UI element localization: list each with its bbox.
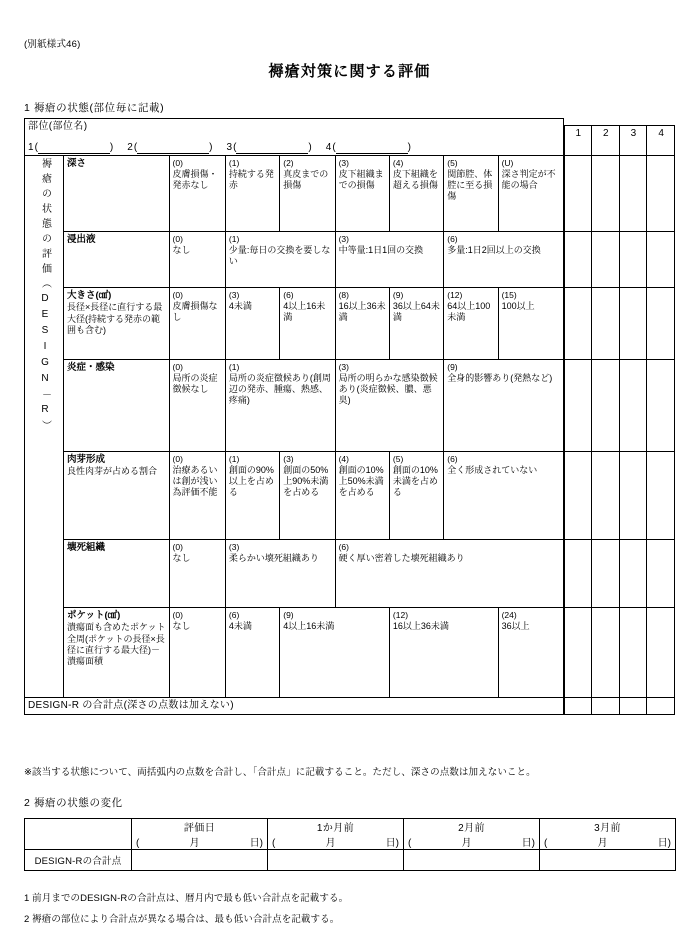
date-open-paren: ( <box>544 838 548 849</box>
column-number-4: 4 <box>647 125 675 156</box>
option-cell[interactable] <box>335 452 389 540</box>
total-entry-cell-3[interactable] <box>619 698 647 714</box>
row-granulation <box>25 452 675 540</box>
option-cell[interactable] <box>169 360 225 452</box>
total-entry-cell-1[interactable] <box>564 698 592 714</box>
score-text: 全身的影響あり(発熱など) <box>447 372 553 383</box>
score-entry-cell-2[interactable] <box>591 540 619 608</box>
close-paren: ) <box>209 142 213 154</box>
row-label-size <box>63 288 169 360</box>
score-text: 柔らかい壊死組織あり <box>228 552 319 563</box>
score-entry-cell-4[interactable] <box>647 360 675 452</box>
part-slot-1[interactable] <box>28 142 113 154</box>
design-r-vertical-label: 褥瘡の状態の評価（DESIGN－R） <box>39 158 51 436</box>
score-key: (1) <box>228 454 240 465</box>
form-code: (別紙様式46) <box>24 39 81 50</box>
score-entry-cell-4[interactable] <box>647 540 675 608</box>
score-text: 中等量:1日1回の交換 <box>338 244 424 255</box>
option-cell[interactable] <box>389 608 498 698</box>
score-text: 深さ判定が不能の場合 <box>501 168 556 190</box>
score-entry-cell-2[interactable] <box>591 232 619 288</box>
option-cell[interactable] <box>389 288 443 360</box>
score-text: なし <box>172 620 191 631</box>
score-key: (12) <box>447 290 463 301</box>
item-name: 肉芽形成 <box>66 454 105 466</box>
item-sub: 潰瘍面も含めたポケット全周(ポケットの長径×長径に直行する最大径)－潰瘍面積 <box>66 622 166 666</box>
score-key: (0) <box>172 234 183 245</box>
score-key: (0) <box>172 542 183 553</box>
option-cell[interactable] <box>335 288 389 360</box>
option-cell[interactable] <box>225 608 279 698</box>
section2-note-2: 2 褥瘡の部位により合計点が異なる場合は、最も低い合計点を記載する。 <box>24 914 340 925</box>
option-cell[interactable] <box>169 608 225 698</box>
score-entry-cell-4[interactable] <box>647 288 675 360</box>
option-cell[interactable] <box>444 232 564 288</box>
option-cell[interactable] <box>498 156 564 232</box>
row-label-exudate <box>63 232 169 288</box>
total-score-value-0[interactable] <box>132 850 268 871</box>
date-field-3[interactable] <box>540 834 676 850</box>
option-cell[interactable] <box>280 608 390 698</box>
score-key: (1) <box>228 234 240 245</box>
close-paren: ) <box>308 142 312 154</box>
score-entry-cell-1[interactable] <box>564 156 592 232</box>
score-key: (0) <box>172 158 183 169</box>
option-cell[interactable] <box>280 288 335 360</box>
section1-heading: 1 褥瘡の状態(部位毎に記載) <box>24 102 165 114</box>
score-key: (8) <box>338 290 349 301</box>
option-cell[interactable] <box>389 156 443 232</box>
row-pocket <box>25 608 675 698</box>
score-key: (4) <box>392 158 404 169</box>
section2-heading: 2 褥瘡の状態の変化 <box>24 797 123 809</box>
open-paren: ( <box>34 142 38 154</box>
score-entry-cell-4[interactable] <box>647 156 675 232</box>
option-cell[interactable] <box>444 288 498 360</box>
score-key: (3) <box>228 542 240 553</box>
total-entry-cell-4[interactable] <box>647 698 675 714</box>
total-score-value-1[interactable] <box>268 850 404 871</box>
date-field-1[interactable] <box>268 834 404 850</box>
score-key: (6) <box>283 290 294 301</box>
score-text: 少量:毎日の交換を要しない <box>228 244 331 266</box>
score-key: (6) <box>447 454 458 465</box>
score-entry-cell-4[interactable] <box>647 232 675 288</box>
score-entry-cell-1[interactable] <box>564 608 592 698</box>
score-entry-cell-3[interactable] <box>619 608 647 698</box>
date-month-label: 月 <box>461 838 472 849</box>
option-cell[interactable] <box>169 540 225 608</box>
score-key: (6) <box>338 542 349 553</box>
total-score-row <box>25 850 676 871</box>
part-slot-number: 1 <box>28 142 34 154</box>
score-key: (6) <box>228 610 240 621</box>
open-paren: ( <box>133 142 138 154</box>
row-label-granulation <box>63 452 169 540</box>
part-slot-number: 2 <box>127 142 133 154</box>
score-key: (5) <box>447 158 458 169</box>
row-label-inflammation <box>63 360 169 452</box>
section2-note-1: 1 前月までのDESIGN-Rの合計点は、暦月内で最も低い合計点を記載する。 <box>24 893 349 904</box>
option-cell[interactable] <box>169 288 225 360</box>
item-name: 深さ <box>66 158 86 170</box>
option-cell[interactable] <box>444 156 498 232</box>
score-entry-cell-2[interactable] <box>591 608 619 698</box>
date-day-label: 日) <box>385 838 399 849</box>
score-key: (U) <box>501 158 514 169</box>
change-over-time-table <box>24 818 676 871</box>
date-day-label: 日) <box>521 838 535 849</box>
part-input-4[interactable] <box>336 144 408 154</box>
score-text: 真皮までの損傷 <box>283 168 329 190</box>
score-key: (0) <box>172 290 183 301</box>
score-entry-cell-3[interactable] <box>619 360 647 452</box>
score-text: 4未満 <box>228 300 252 311</box>
score-entry-cell-3[interactable] <box>619 452 647 540</box>
score-text: 治療あるいは創が浅い為評価不能 <box>172 464 218 497</box>
score-entry-cell-3[interactable] <box>619 232 647 288</box>
date-open-paren: ( <box>272 838 276 849</box>
item-name: 大きさ(㎠) <box>66 290 112 302</box>
score-entry-cell-4[interactable] <box>647 608 675 698</box>
score-text: 多量:1日2回以上の交換 <box>447 244 541 255</box>
part-slot-2[interactable] <box>127 142 212 154</box>
column-number-3: 3 <box>619 125 647 156</box>
page-title: 褥瘡対策に関する評価 <box>268 63 431 80</box>
score-entry-cell-4[interactable] <box>647 452 675 540</box>
score-entry-cell-1[interactable] <box>564 540 592 608</box>
score-key: (0) <box>172 362 183 373</box>
score-text: 創面の50%上90%未満を占める <box>283 464 329 497</box>
option-cell[interactable] <box>335 360 444 452</box>
option-cell[interactable] <box>444 360 564 452</box>
score-text: 創面の10%上50%未満を占める <box>338 464 384 497</box>
part-block <box>25 119 564 156</box>
option-cell[interactable] <box>335 540 564 608</box>
score-text: 創面の90%以上を占める <box>228 464 274 497</box>
row-inflammation <box>25 360 675 452</box>
item-name: 浸出液 <box>66 234 96 246</box>
score-text: 硬く厚い密着した壊死組織あり <box>338 552 465 563</box>
date-month-label: 月 <box>325 838 336 849</box>
score-entry-cell-2[interactable] <box>591 288 619 360</box>
score-entry-cell-3[interactable] <box>619 540 647 608</box>
design-r-vertical-label-cell <box>25 156 64 698</box>
column-number-1: 1 <box>564 125 592 156</box>
score-key: (3) <box>338 362 349 373</box>
score-text: 16以上36未満 <box>392 620 449 631</box>
option-cell[interactable] <box>225 360 335 452</box>
score-text: 4未満 <box>228 620 252 631</box>
date-month-label: 月 <box>189 838 200 849</box>
score-key: (3) <box>283 454 294 465</box>
option-cell[interactable] <box>225 540 335 608</box>
score-text: 創面の10%未満を占める <box>392 464 438 497</box>
score-text: 36以上 <box>501 620 530 631</box>
score-entry-cell-2[interactable] <box>591 452 619 540</box>
pressure-ulcer-assessment-table <box>24 118 675 715</box>
score-text: なし <box>172 244 191 255</box>
score-key: (9) <box>283 610 294 621</box>
score-entry-cell-1[interactable] <box>564 288 592 360</box>
column-number-2: 2 <box>591 125 619 156</box>
date-month-label: 月 <box>597 838 608 849</box>
date-day-label: 日) <box>249 838 263 849</box>
score-entry-cell-2[interactable] <box>591 156 619 232</box>
score-text: 持続する発赤 <box>228 168 274 190</box>
part-slot-3[interactable] <box>227 142 312 154</box>
part-title: 部位(部位名) <box>28 121 88 132</box>
section1-footnote: ※該当する状態について、両括弧内の点数を合計し、「合計点」に記載すること。ただし、深さの点数は加えないこと。 <box>24 767 536 778</box>
score-text: 100以上 <box>501 300 535 311</box>
close-paren: ) <box>109 142 114 154</box>
part-slot-number: 4 <box>325 142 332 154</box>
period-label-2: 2月前 <box>404 819 540 835</box>
part-slot-number: 3 <box>226 142 233 154</box>
option-cell[interactable] <box>225 452 279 540</box>
score-entry-cell-1[interactable] <box>564 452 592 540</box>
row-label-pocket <box>63 608 169 698</box>
option-cell[interactable] <box>169 156 225 232</box>
row-size <box>25 288 675 360</box>
score-key: (3) <box>338 158 349 169</box>
score-text: 16以上36未満 <box>338 300 386 322</box>
row-depth <box>25 156 675 232</box>
part-header-row <box>25 119 675 126</box>
row-label-depth <box>63 156 169 232</box>
score-text: 皮膚損傷・発赤なし <box>172 168 218 190</box>
score-entry-cell-2[interactable] <box>591 360 619 452</box>
score-text: 皮膚損傷なし <box>172 300 218 322</box>
score-entry-cell-3[interactable] <box>619 288 647 360</box>
item-name: 炎症・感染 <box>66 362 115 374</box>
score-key: (6) <box>447 234 458 245</box>
row-total <box>25 698 675 714</box>
option-cell[interactable] <box>444 452 564 540</box>
period-header-row <box>25 819 676 835</box>
total-score-value-3[interactable] <box>540 850 676 871</box>
part-slot-4[interactable] <box>326 142 411 154</box>
score-key: (1) <box>228 362 240 373</box>
score-key: (2) <box>283 158 294 169</box>
score-text: 36以上64未満 <box>392 300 440 322</box>
score-text: 4以上16未満 <box>283 300 326 322</box>
score-key: (0) <box>172 610 183 621</box>
score-entry-cell-3[interactable] <box>619 156 647 232</box>
part-input-2[interactable] <box>137 144 209 154</box>
corner-cell <box>25 819 132 850</box>
option-cell[interactable] <box>498 608 564 698</box>
item-name: ポケット(㎠) <box>66 610 121 622</box>
option-cell[interactable] <box>335 156 389 232</box>
option-cell[interactable] <box>280 452 335 540</box>
score-text: なし <box>172 552 191 563</box>
row-exudate <box>25 232 675 288</box>
option-cell[interactable] <box>225 288 279 360</box>
period-label-3: 3月前 <box>540 819 676 835</box>
score-key: (15) <box>501 290 517 301</box>
item-sub: 良性肉芽が占める割合 <box>66 466 157 477</box>
part-slots <box>28 142 561 154</box>
open-paren: ( <box>233 142 237 154</box>
row-label-necrotic <box>63 540 169 608</box>
pressure-ulcer-assessment-table-wrap <box>24 118 675 715</box>
option-cell[interactable] <box>280 156 335 232</box>
score-key: (0) <box>172 454 183 465</box>
option-cell[interactable] <box>498 288 564 360</box>
item-name: 壊死組織 <box>66 542 105 554</box>
close-paren: ) <box>407 142 411 154</box>
total-score-label: DESIGN-Rの合計点 <box>25 850 132 871</box>
score-key: (1) <box>228 158 240 169</box>
period-label-1: 1か月前 <box>268 819 404 835</box>
option-cell[interactable] <box>169 232 225 288</box>
score-text: 皮下組織を超える損傷 <box>392 168 438 190</box>
part-input-1[interactable] <box>38 144 110 154</box>
total-label: DESIGN-R の合計点(深さの点数は加えない) <box>25 698 564 714</box>
score-text: 64以上100未満 <box>447 300 491 322</box>
period-label-0: 評価日 <box>132 819 268 835</box>
date-day-label: 日) <box>657 838 671 849</box>
score-key: (5) <box>392 454 404 465</box>
change-over-time-table-wrap <box>24 818 675 871</box>
option-cell[interactable] <box>225 156 279 232</box>
score-text: 関節腔、体腔に至る損傷 <box>447 168 493 201</box>
score-text: 4以上16未満 <box>283 620 335 631</box>
date-field-2[interactable] <box>404 834 540 850</box>
part-input-3[interactable] <box>236 144 308 154</box>
option-cell[interactable] <box>225 232 335 288</box>
score-key: (3) <box>338 234 349 245</box>
score-text: 皮下組織までの損傷 <box>338 168 384 190</box>
total-score-value-2[interactable] <box>404 850 540 871</box>
option-cell[interactable] <box>335 232 444 288</box>
option-cell[interactable] <box>169 452 225 540</box>
score-key: (24) <box>501 610 517 621</box>
open-paren: ( <box>332 142 336 154</box>
date-open-paren: ( <box>408 838 412 849</box>
score-text: 局所の炎症徴候なし <box>172 372 218 394</box>
date-field-0[interactable] <box>132 834 268 850</box>
item-sub: 長径×長径に直行する最大径(持続する発赤の範囲も含む) <box>66 302 163 335</box>
score-entry-cell-1[interactable] <box>564 232 592 288</box>
score-key: (9) <box>447 362 458 373</box>
score-key: (12) <box>392 610 409 621</box>
score-key: (9) <box>392 290 404 301</box>
score-text: 局所の明らかな感染徴候あり(炎症徴候、膿、悪臭) <box>338 372 438 405</box>
score-text: 局所の炎症徴候あり(創周辺の発赤、腫瘍、熱感、疼痛) <box>228 372 331 405</box>
date-open-paren: ( <box>136 838 140 849</box>
score-key: (4) <box>338 454 349 465</box>
total-entry-cell-2[interactable] <box>591 698 619 714</box>
row-necrotic <box>25 540 675 608</box>
score-key: (3) <box>228 290 240 301</box>
score-entry-cell-1[interactable] <box>564 360 592 452</box>
option-cell[interactable] <box>389 452 443 540</box>
score-text: 全く形成されていない <box>447 464 538 475</box>
